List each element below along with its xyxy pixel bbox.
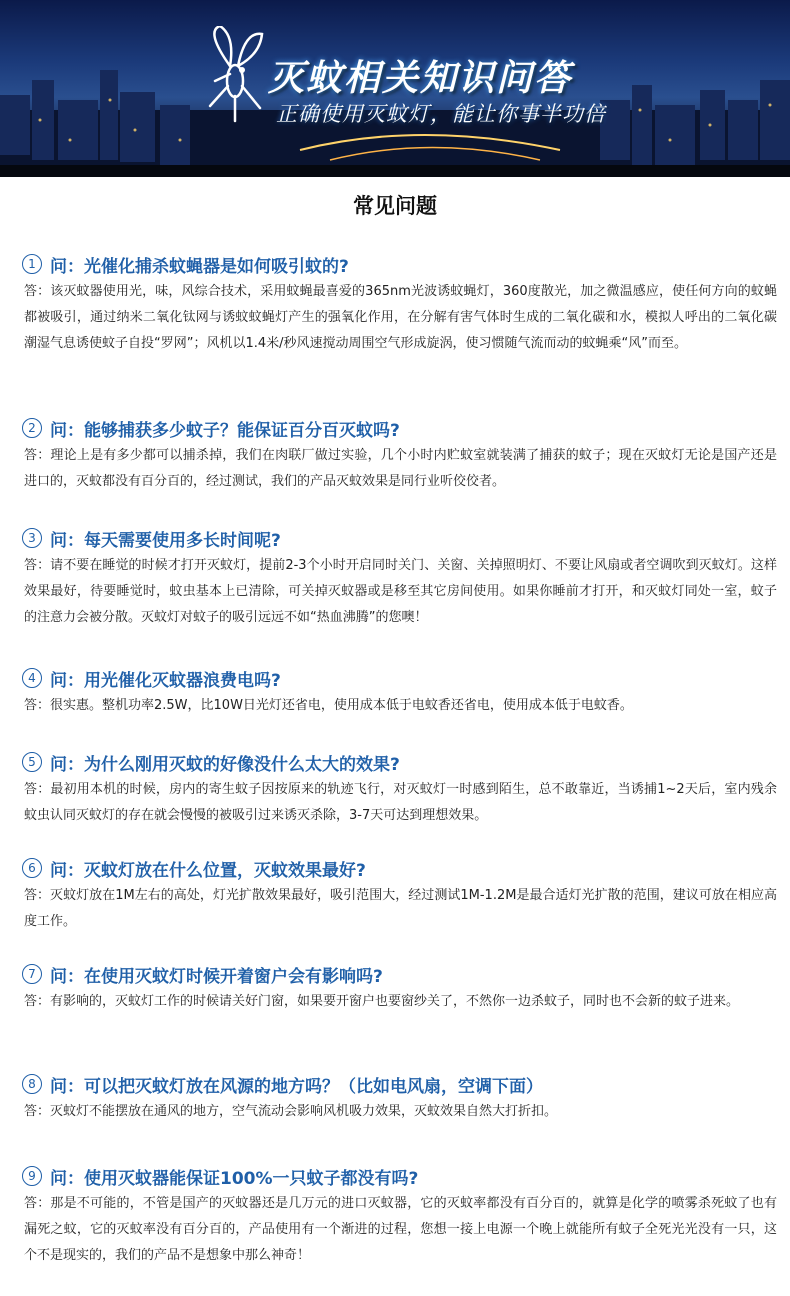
faq-item	[22, 416, 777, 495]
faq-item	[22, 750, 777, 829]
faq-answer: 答：灭蚊灯放在1M左右的高处，灯光扩散效果最好，吸引范围大，经过测试1M-1.2M是最合适灯光扩散的范围，建议可放在相应高度工作。	[24, 888, 777, 929]
faq-item	[22, 666, 777, 719]
faq-item	[22, 1072, 777, 1125]
faq-question: 问：在使用灭蚊灯时候开着窗户会有影响吗?	[50, 966, 383, 987]
faq-question: 问：可以把灭蚊灯放在风源的地方吗？（比如电风扇，空调下面）	[50, 1076, 543, 1097]
number-badge: 7	[22, 964, 42, 984]
faq-item	[22, 252, 777, 357]
faq-question: 问：能够捕获多少蚊子？能保证百分百灭蚊吗?	[50, 420, 400, 441]
faq-item	[22, 1164, 777, 1269]
faq-answer: 答：该灭蚊器使用光，味，风综合技术，采用蚊蝇最喜爱的365nm光波诱蚊蝇灯，360度散光，加之微温感应，使任何方向的蚊蝇都被吸引，通过纳米二氧化钛网与诱蚊蚊蝇灯产生的强氧化作用，在分解有害气体时生成的二氧化碳和水，模拟人呼出的二氧化碳潮湿气息诱使蚊子自投“罗网”；风机以1.4米/秒风速搅动周围空气形成旋涡，使习惯随气流而动的蚊蝇乘“风”而至。	[24, 284, 777, 351]
number-badge: 1	[22, 254, 42, 274]
number-badge: 8	[22, 1074, 42, 1094]
faq-question: 问：为什么刚用灭蚊的好像没什么太大的效果?	[50, 754, 400, 775]
faq-question: 问：灭蚊灯放在什么位置，灭蚊效果最好?	[50, 860, 366, 881]
faq-question: 问：用光催化灭蚊器浪费电吗?	[50, 670, 281, 691]
faq-item	[22, 962, 777, 1015]
number-badge: 3	[22, 528, 42, 548]
faq-item	[22, 856, 777, 935]
faq-answer: 答：有影响的，灭蚊灯工作的时候请关好门窗，如果要开窗户也要窗纱关了，不然你一边杀蚊子，同时也不会新的蚊子进来。	[24, 994, 740, 1009]
faq-item	[22, 526, 777, 631]
mosquito-icon	[190, 26, 280, 126]
banner-title: 灭蚊相关知识问答	[268, 58, 573, 99]
faq-question: 问：每天需要使用多长时间呢?	[50, 530, 281, 551]
faq-answer: 答：那是不可能的，不管是国产的灭蚊器还是几万元的进口灭蚊器，它的灭蚊率都没有百分百的，就算是化学的喷雾杀死蚊了也有漏死之蚊，它的灭蚊率没有百分百的，产品使用有一个渐进的过程，您想一接上电源一个晚上就能所有蚊子全死光光没有一只，这个不是现实的，我们的产品不是想象中那么神奇！	[24, 1196, 777, 1263]
header-banner	[0, 0, 790, 177]
faq-question: 问：光催化捕杀蚊蝇器是如何吸引蚊的?	[50, 256, 349, 277]
section-title: 常见问题	[353, 194, 437, 218]
faq-answer: 答：请不要在睡觉的时候才打开灭蚊灯，提前2-3个小时开启同时关门、关窗、关掉照明灯、不要让风扇或者空调吹到灭蚊灯。这样效果最好，待要睡觉时，蚊虫基本上已清除，可关掉灭蚊器或是移至其它房间使用。如果你睡前才打开，和灭蚊灯同处一室，蚊子的注意力会被分散。灭蚊灯对蚊子的吸引远远不如“热血沸腾”的您噢！	[24, 558, 777, 625]
number-badge: 6	[22, 858, 42, 878]
faq-answer: 答：很实惠。整机功率2.5W，比10W日光灯还省电，使用成本低于电蚊香还省电，使用成本低于电蚊香。	[24, 698, 633, 713]
faq-answer: 答：灭蚊灯不能摆放在通风的地方，空气流动会影响风机吸力效果，灭蚊效果自然大打折扣。	[24, 1104, 558, 1119]
banner-subtitle: 正确使用灭蚊灯，能让你事半功倍	[276, 102, 606, 126]
number-badge: 4	[22, 668, 42, 688]
faq-question: 问：使用灭蚊器能保证100%一只蚊子都没有吗?	[50, 1168, 419, 1189]
faq-answer: 答：理论上是有多少都可以捕杀掉，我们在肉联厂做过实验，几个小时内贮蚊室就装满了捕获的蚊子；现在灭蚊灯无论是国产还是进口的，灭蚊都没有百分百的，经过测试，我们的产品灭蚊效果是同行业听佼佼者。	[24, 448, 777, 489]
number-badge: 5	[22, 752, 42, 772]
faq-answer: 答：最初用本机的时候，房内的寄生蚊子因按原来的轨迹飞行，对灭蚊灯一时感到陌生，总不敢靠近，当诱捕1~2天后，室内残余蚊虫认同灭蚊灯的存在就会慢慢的被吸引过来诱灭杀除，3-7天可达到理想效果。	[24, 782, 777, 823]
number-badge: 2	[22, 418, 42, 438]
number-badge: 9	[22, 1166, 42, 1186]
